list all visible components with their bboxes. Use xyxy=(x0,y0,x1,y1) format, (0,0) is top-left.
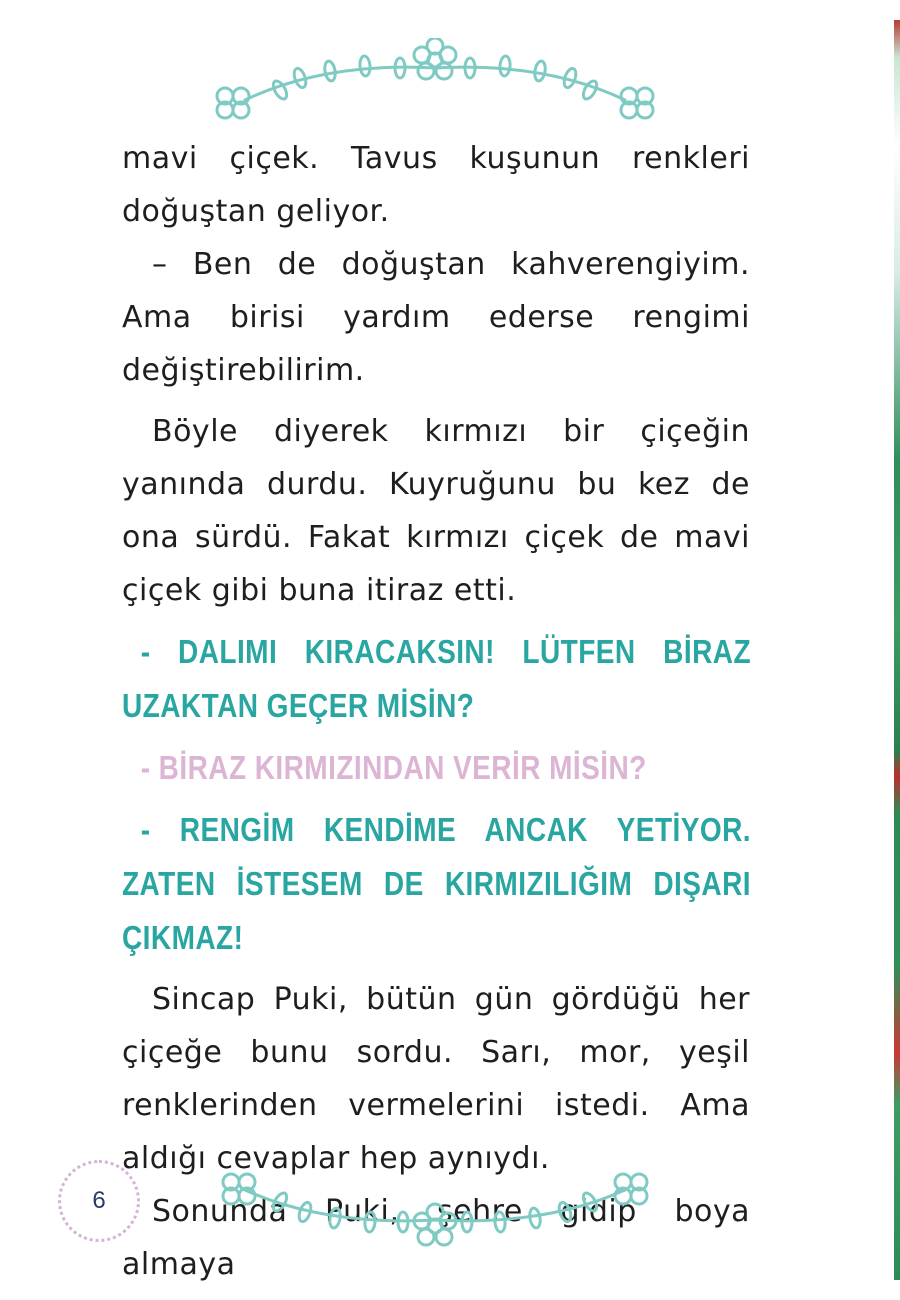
flower-vine-ornament-top xyxy=(205,38,665,128)
dialog-line: - BİRAZ KIRMIZINDAN VERİR MİSİN? xyxy=(140,749,647,786)
page-number xyxy=(58,1160,140,1242)
paragraph: – Ben de doğuştan kahverengiyim. Ama birisi yardım ederse rengimi değiştirebilirim. xyxy=(122,247,750,388)
story-text xyxy=(122,132,750,1291)
dialog-line: - DALIMI KIRACAKSIN! LÜTFEN BİRAZ UZAKTAN GEÇER MİSİN? xyxy=(122,633,751,724)
paragraph: Sincap Puki, bütün gün gördüğü her çiçeğe bunu sordu. Sarı, mor, yeşil renklerinden vermelerini istedi. Ama aldığı cevaplar hep aynıydı. xyxy=(122,982,750,1176)
paragraph: Böyle diyerek kırmızı bir çiçeğin yanında durdu. Kuyruğunu bu kez de ona sürdü. Fakat kırmızı çiçek de mavi çiçek gibi buna itiraz etti. xyxy=(122,414,750,608)
paragraph: Sonunda Puki, şehre gidip boya almaya xyxy=(122,1194,750,1282)
page-number-label: 6 xyxy=(92,1187,106,1214)
flower-vine-ornament-bottom xyxy=(205,1160,665,1250)
paragraph: mavi çiçek. Tavus kuşunun renkleri doğuştan geliyor. xyxy=(122,141,750,229)
page-edge-strip xyxy=(894,20,900,1280)
dialog-line: - RENGİM KENDİME ANCAK YETİYOR. ZATEN İSTESEM DE KIRMIZILIĞIM DIŞARI ÇIKMAZ! xyxy=(122,811,751,956)
